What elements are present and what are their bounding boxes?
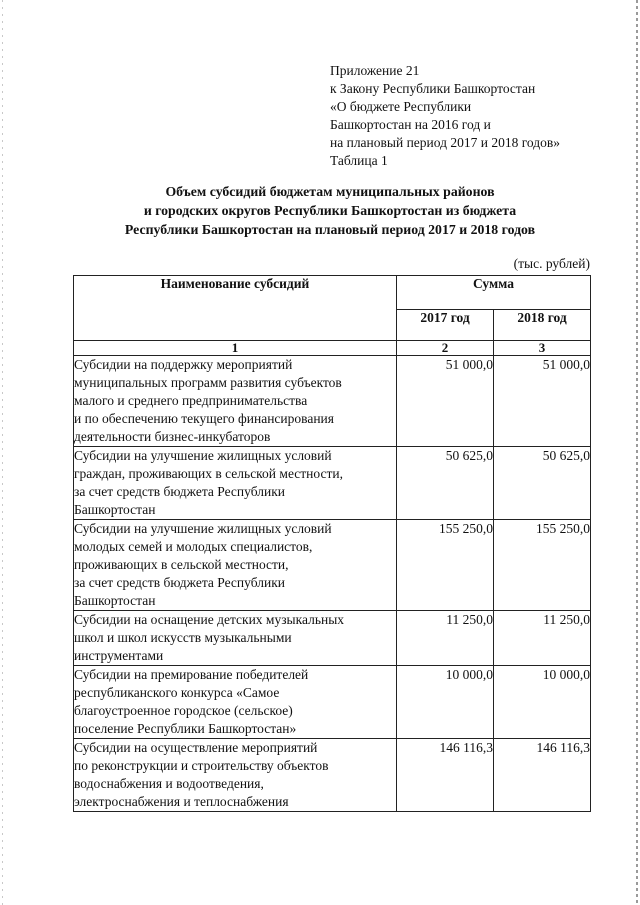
table-row	[74, 611, 591, 666]
table-row	[74, 356, 591, 447]
subsidies-table	[73, 275, 591, 812]
title-line: Объем субсидий бюджетам муниципальных районов	[165, 184, 495, 199]
table-row	[74, 739, 591, 812]
value-2017: 10 000,0	[397, 666, 494, 739]
column-number: 2	[397, 341, 494, 356]
header-sum: Сумма	[397, 276, 591, 310]
title-line: и городских округов Республики Башкортостан из бюджета	[143, 203, 517, 218]
units-label: (тыс. рублей)	[513, 256, 590, 271]
appendix-line: на плановый период 2017 и 2018 годов»	[330, 135, 561, 150]
appendix-line: «О бюджете Республики	[330, 99, 472, 114]
value-2017: 146 116,3	[397, 739, 494, 812]
column-number: 1	[74, 341, 397, 356]
subsidy-name: Субсидии на улучшение жилищных условий молодых семей и молодых специалистов, проживающих в сельской местности, за счет средств бюджета Республики Башкортостан	[74, 520, 397, 611]
appendix-line: Башкортостан на 2016 год и	[330, 117, 491, 132]
appendix-note	[330, 62, 560, 170]
value-2017: 11 250,0	[397, 611, 494, 666]
value-2018: 50 625,0	[494, 447, 591, 520]
value-2017: 50 625,0	[397, 447, 494, 520]
header-name: Наименование субсидий	[74, 276, 397, 341]
subsidy-name: Субсидии на оснащение детских музыкальных школ и школ искусств музыкальными инструментами	[74, 611, 397, 666]
value-2018: 51 000,0	[494, 356, 591, 447]
value-2018: 10 000,0	[494, 666, 591, 739]
subsidy-name: Субсидии на осуществление мероприятий по реконструкции и строительству объектов водоснабжения и водоотведения, электроснабжения и теплоснабжения	[74, 739, 397, 812]
value-2017: 155 250,0	[397, 520, 494, 611]
subsidy-name: Субсидии на поддержку мероприятий муниципальных программ развития субъектов малого и среднего предпринимательства и по обеспечению текущего финансирования деятельности бизнес-инкубаторов	[74, 356, 397, 447]
table-row	[74, 447, 591, 520]
document-title	[60, 182, 600, 239]
value-2017: 51 000,0	[397, 356, 494, 447]
value-2018: 155 250,0	[494, 520, 591, 611]
table-row	[74, 520, 591, 611]
appendix-line: Приложение 21	[330, 63, 420, 78]
header-year-2017: 2017 год	[397, 309, 494, 340]
title-line: Республики Башкортостан на плановый период 2017 и 2018 годов	[124, 222, 536, 237]
value-2018: 146 116,3	[494, 739, 591, 812]
appendix-line: Таблица 1	[330, 153, 388, 168]
subsidy-name: Субсидии на улучшение жилищных условий граждан, проживающих в сельской местности, за счет средств бюджета Республики Башкортостан	[74, 447, 397, 520]
scan-edge-left	[2, 0, 3, 905]
appendix-line: к Закону Республики Башкортостан	[330, 81, 536, 96]
subsidy-name: Субсидии на премирование победителей республиканского конкурса «Самое благоустроенное городское (сельское) поселение Республики Башкортостан»	[74, 666, 397, 739]
header-year-2018: 2018 год	[494, 309, 591, 340]
value-2018: 11 250,0	[494, 611, 591, 666]
table-row	[74, 666, 591, 739]
scan-edge-right	[636, 0, 638, 905]
column-number: 3	[494, 341, 591, 356]
